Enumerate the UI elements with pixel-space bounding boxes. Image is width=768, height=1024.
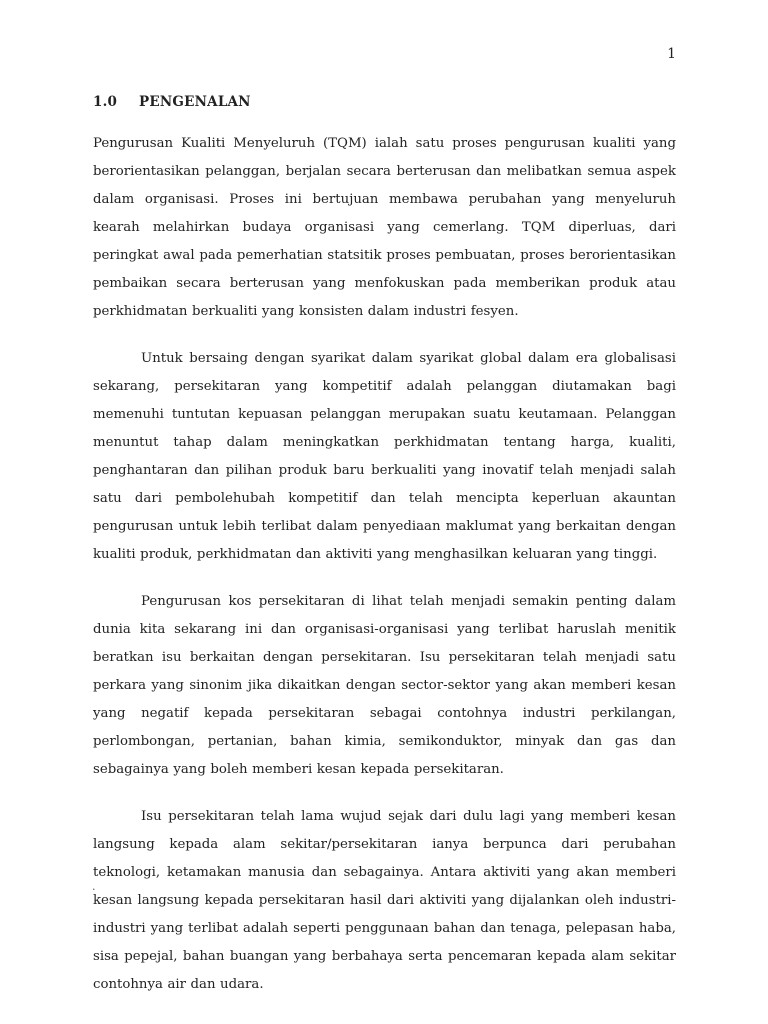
paragraph-competition: Untuk bersaing dengan syarikat dalam syarikat global dalam era globalisasi sekarang, persekitaran yang kompetitif adalah pelanggan diutamakan bagi memenuhi tuntutan kepuasan pelanggan merupakan suatu keutamaan. Pelanggan menuntut tahap dalam meningkatkan perkhidmatan tentang harga, kualiti, penghantaran dan pilihan produk baru berkualiti yang inovatif telah menjadi salah satu dari pembolehubah kompetitif dan telah mencipta keperluan akauntan pengurusan untuk lebih terlibat dalam penyediaan maklumat yang berkaitan dengan kualiti produk, perkhidmatan dan aktiviti yang menghasilkan keluaran yang tinggi.: [93, 351, 676, 562]
section-title: PENGENALAN: [139, 94, 251, 110]
stray-mark: .: [92, 880, 96, 893]
page-number: 1: [667, 46, 676, 62]
paragraph-environment-issues: Isu persekitaran telah lama wujud sejak dari dulu lagi yang memberi kesan langsung kepada alam sekitar/persekitaran ianya berpunca dari perubahan teknologi, ketamakan manusia dan sebagainya. Antara aktiviti yang akan memberi kesan langsung kepada persekitaran hasil dari aktiviti yang dijalankan oleh industri-industri yang terlibat adalah seperti penggunaan bahan dan tenaga, pelepasan haba, sisa pepejal, bahan buangan yang berbahaya serta pencemaran kepada alam sekitar contohnya air dan udara.: [93, 809, 676, 992]
paragraph-intro: Pengurusan Kualiti Menyeluruh (TQM) ialah satu proses pengurusan kualiti yang berorientasikan pelanggan, berjalan secara berterusan dan melibatkan semua aspek dalam organisasi. Proses ini bertujuan membawa perubahan yang menyeluruh kearah melahirkan budaya organisasi yang cemerlang. TQM diperluas, dari peringkat awal pada pemerhatian statsitik proses pembuatan, proses berorientasikan pembaikan secara berterusan yang menfokuskan pada memberikan produk atau perkhidmatan berkualiti yang konsisten dalam industri fesyen.: [93, 136, 676, 319]
paragraph-environment-cost: Pengurusan kos persekitaran di lihat telah menjadi semakin penting dalam dunia kita sekarang ini dan organisasi-organisasi yang terlibat haruslah menitik beratkan isu berkaitan dengan persekitaran. Isu persekitaran telah menjadi satu perkara yang sinonim jika dikaitkan dengan sector-sektor yang akan memberi kesan yang negatif kepada persekitaran sebagai contohnya industri perkilangan, perlombongan, pertanian, bahan kimia, semikonduktor, minyak dan gas dan sebagainya yang boleh memberi kesan kepada persekitaran.: [93, 594, 676, 777]
section-heading: [93, 92, 251, 112]
body-text: [93, 130, 676, 1018]
section-number: 1.0: [93, 94, 118, 110]
